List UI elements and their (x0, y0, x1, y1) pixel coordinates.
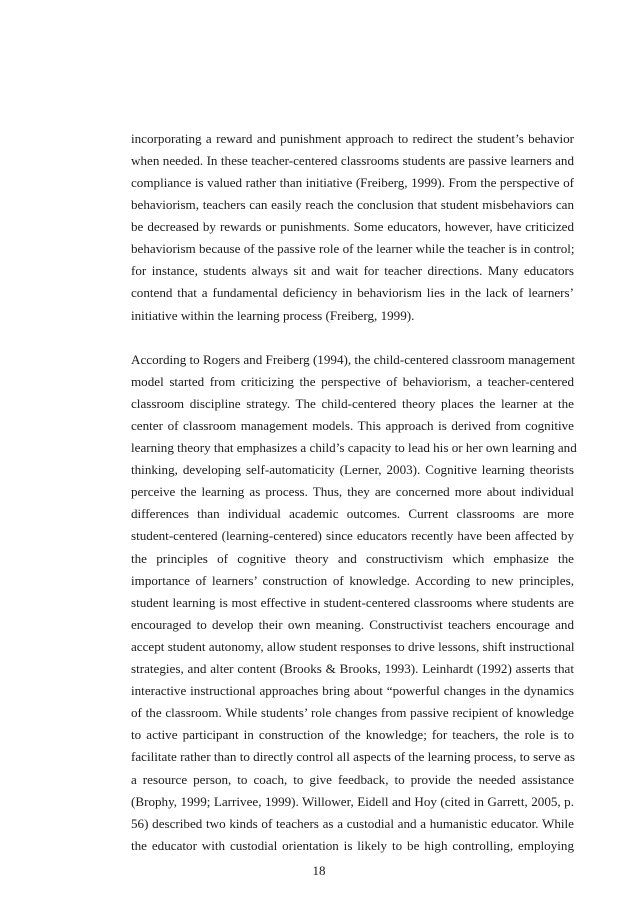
text-line: student-centered (learning-centered) since educators recently have been affected by (131, 528, 574, 543)
text-line: the educator with custodial orientation is likely to be high controlling, employing (131, 838, 574, 853)
text-line: 56) described two kinds of teachers as a custodial and a humanistic educator. While (131, 816, 574, 831)
text-line: perceive the learning as process. Thus, they are concerned more about individual (131, 484, 574, 499)
text-line: of the classroom. While students’ role changes from passive recipient of knowledge (131, 705, 574, 720)
text-line: center of classroom management models. This approach is derived from cognitive (131, 418, 574, 433)
text-line: classroom discipline strategy. The child-centered theory places the learner at the (131, 396, 574, 411)
text-line: (Brophy, 1999; Larrivee, 1999). Willower, Eidell and Hoy (cited in Garrett, 2005, p. (131, 794, 574, 809)
text-line: facilitate rather than to directly control all aspects of the learning process, to serve as (131, 749, 575, 764)
text-line: thinking, developing self-automaticity (Lerner, 2003). Cognitive learning theorists (131, 462, 574, 477)
text-line: behaviorism, teachers can easily reach the conclusion that student misbehaviors can (131, 197, 574, 212)
text-line: be decreased by rewards or punishments. Some educators, however, have criticized (131, 219, 574, 234)
text-line: the principles of cognitive theory and constructivism which emphasize the (131, 551, 574, 566)
text-line: accept student autonomy, allow student responses to drive lessons, shift instructional (131, 639, 575, 654)
text-line: a resource person, to coach, to give feedback, to provide the needed assistance (131, 772, 574, 787)
text-line: student learning is most effective in student-centered classrooms where students are (131, 595, 574, 610)
text-line: interactive instructional approaches bring about “powerful changes in the dynamics (131, 683, 574, 698)
text-line: model started from criticizing the perspective of behaviorism, a teacher-centered (131, 374, 574, 389)
text-line: compliance is valued rather than initiative (Freiberg, 1999). From the perspective of (131, 175, 574, 190)
text-line: According to Rogers and Freiberg (1994), the child-centered classroom management (131, 352, 576, 367)
text-line: differences than individual academic outcomes. Current classrooms are more (131, 506, 574, 521)
text-line: encouraged to develop their own meaning. Constructivist teachers encourage and (131, 617, 574, 632)
text-line: to active participant in construction of the knowledge; for teachers, the role is to (131, 727, 574, 742)
text-line: incorporating a reward and punishment approach to redirect the student’s behavior (131, 131, 574, 146)
text-line: when needed. In these teacher-centered classrooms students are passive learners and (131, 153, 574, 168)
text-line: learning theory that emphasizes a child’s capacity to lead his or her own learning and (131, 440, 577, 455)
text-line: importance of learners’ construction of knowledge. According to new principles, (131, 573, 574, 588)
page-number: 18 (312, 863, 326, 878)
text-line: initiative within the learning process (Freiberg, 1999). (131, 308, 415, 323)
text-line: behaviorism because of the passive role of the learner while the teacher is in control; (131, 241, 575, 256)
text-line: for instance, students always sit and wait for teacher directions. Many educators (131, 263, 574, 278)
text-line: strategies, and alter content (Brooks & Brooks, 1993). Leinhardt (1992) asserts that (131, 661, 574, 676)
text-line: contend that a fundamental deficiency in behaviorism lies in the lack of learners’ (131, 285, 574, 300)
